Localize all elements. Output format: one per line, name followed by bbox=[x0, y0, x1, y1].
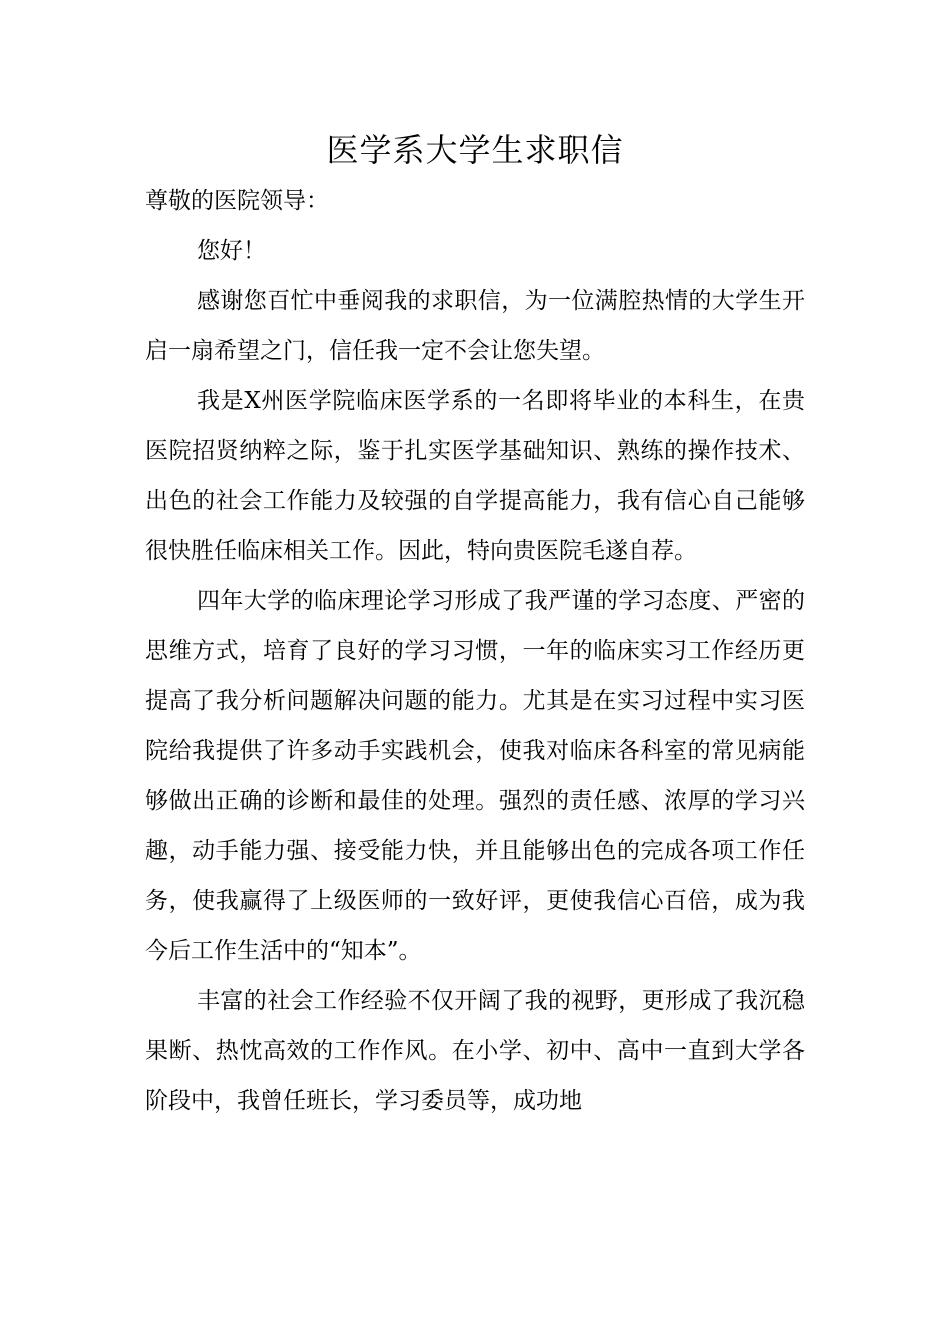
social-experience-paragraph: 丰富的社会工作经验不仅开阔了我的视野，更形成了我沉稳果断、热忱高效的工作作风。在小学、初中、高中一直到大学各阶段中，我曾任班长，学习委员等，成功地 bbox=[145, 988, 805, 1114]
thanks-paragraph: 感谢您百忙中垂阅我的求职信，为一位满腔热情的大学生开启一扇希望之门，信任我一定不会让您失望。 bbox=[145, 288, 805, 364]
greeting-paragraph: 您好！ bbox=[197, 238, 266, 264]
introduction-paragraph: 我是X州医学院临床医学系的一名即将毕业的本科生，在贵医院招贤纳粹之际，鉴于扎实医学基础知识、熟练的操作技术、出色的社会工作能力及较强的自学提高能力，我有信心自己能够很快胜任临床相关工作。因此，特向贵医院毛遂自荐。 bbox=[145, 388, 805, 564]
salutation: 尊敬的医院领导： bbox=[145, 188, 329, 214]
document-title: 医学系大学生求职信 bbox=[326, 131, 624, 169]
letter-body bbox=[145, 176, 805, 1126]
study-experience-paragraph: 四年大学的临床理论学习形成了我严谨的学习态度、严密的思维方式，培育了良好的学习习惯，一年的临床实习工作经历更提高了我分析问题解决问题的能力。尤其是在实习过程中实习医院给我提供了许多动手实践机会，使我对临床各科室的常见病能够做出正确的诊断和最佳的处理。强烈的责任感、浓厚的学习兴趣，动手能力强、接受能力快，并且能够出色的完成各项工作任务，使我赢得了上级医师的一致好评，更使我信心百倍，成为我今后工作生活中的“知本”。 bbox=[145, 588, 805, 964]
